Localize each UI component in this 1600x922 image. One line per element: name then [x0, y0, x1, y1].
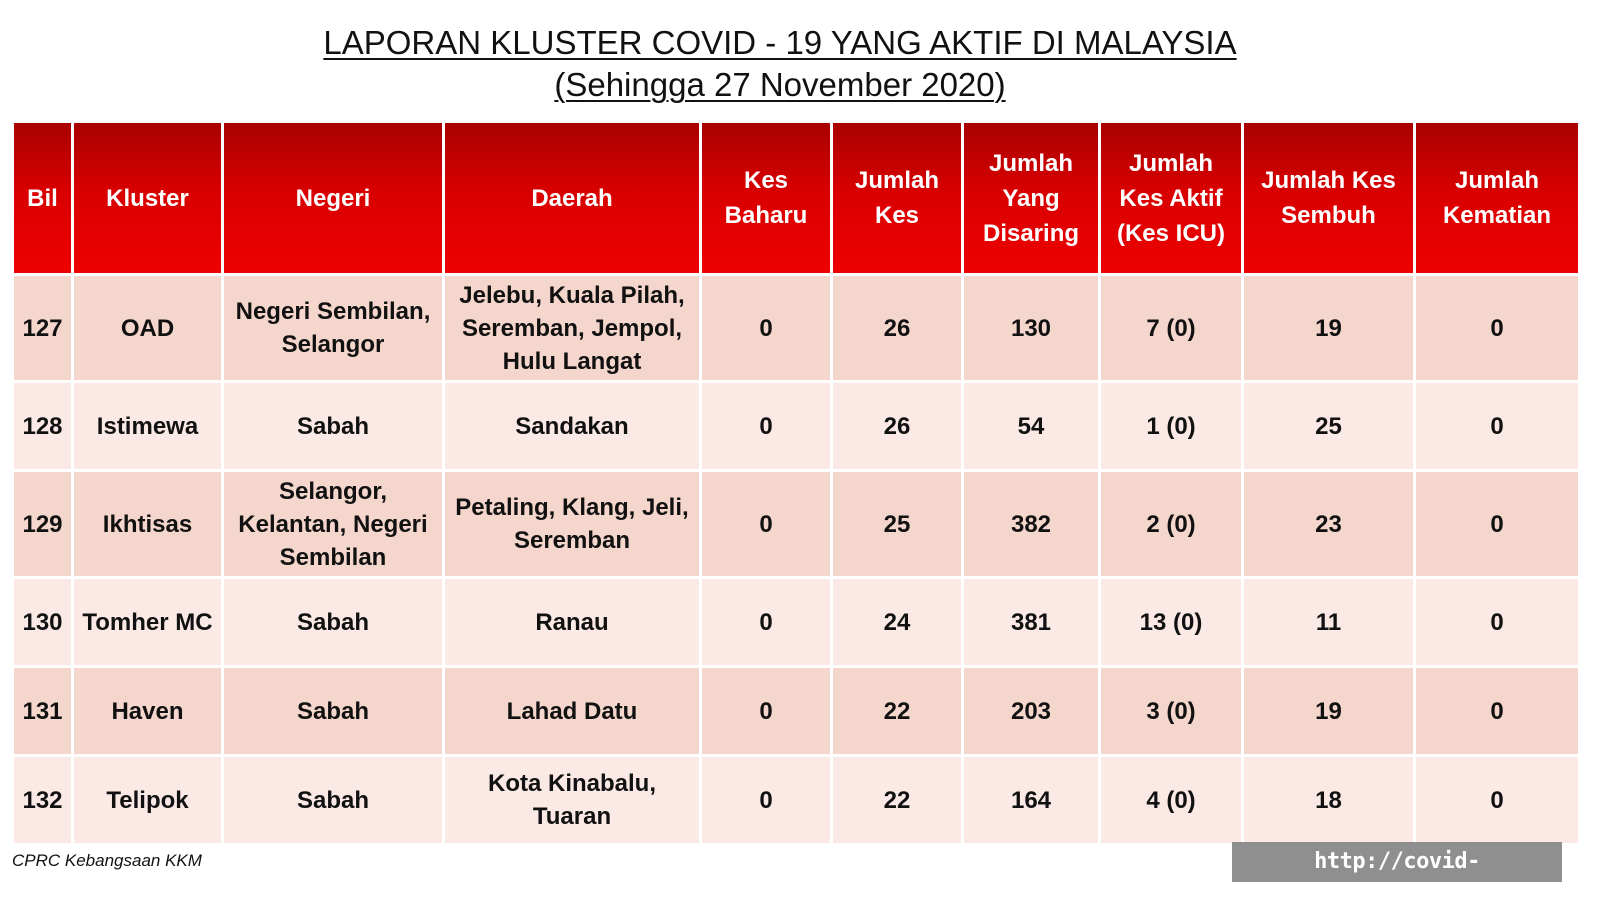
- cell-jumlah-disaring: 381: [964, 579, 1098, 665]
- cell-jumlah-kes: 26: [833, 383, 961, 469]
- header-kes-sembuh: Jumlah Kes Sembuh: [1244, 123, 1413, 273]
- cell-kematian: 0: [1416, 668, 1578, 754]
- cell-jumlah-disaring: 203: [964, 668, 1098, 754]
- table-row: [14, 276, 1578, 380]
- cell-jumlah-kes: 25: [833, 472, 961, 576]
- cell-negeri: Sabah: [224, 668, 442, 754]
- cell-kes-sembuh: 18: [1244, 757, 1413, 843]
- report-title: LAPORAN KLUSTER COVID - 19 YANG AKTIF DI MALAYSIA: [323, 24, 1237, 61]
- cell-bil: 129: [14, 472, 71, 576]
- cell-kes-aktif: 3 (0): [1101, 668, 1241, 754]
- header-bil: Bil: [14, 123, 71, 273]
- cell-kes-baharu: 0: [702, 276, 830, 380]
- cell-jumlah-kes: 26: [833, 276, 961, 380]
- cell-kluster: Telipok: [74, 757, 221, 843]
- cell-negeri: Sabah: [224, 579, 442, 665]
- cell-daerah: Lahad Datu: [445, 668, 699, 754]
- cell-daerah: Sandakan: [445, 383, 699, 469]
- cell-jumlah-kes: 24: [833, 579, 961, 665]
- cell-daerah: Ranau: [445, 579, 699, 665]
- cell-kes-sembuh: 23: [1244, 472, 1413, 576]
- table-row: [14, 579, 1578, 665]
- cell-kluster: Istimewa: [74, 383, 221, 469]
- cell-jumlah-kes: 22: [833, 757, 961, 843]
- cell-daerah: Kota Kinabalu, Tuaran: [445, 757, 699, 843]
- cell-daerah: Petaling, Klang, Jeli, Seremban: [445, 472, 699, 576]
- source-credit: CPRC Kebangsaan KKM: [12, 851, 202, 870]
- header-kes-aktif: Jumlah Kes Aktif (Kes ICU): [1101, 123, 1241, 273]
- header-kematian: Jumlah Kematian: [1416, 123, 1578, 273]
- header-daerah: Daerah: [445, 123, 699, 273]
- cell-kluster: Tomher MC: [74, 579, 221, 665]
- cell-jumlah-disaring: 130: [964, 276, 1098, 380]
- cell-kes-baharu: 0: [702, 757, 830, 843]
- cell-kes-sembuh: 19: [1244, 668, 1413, 754]
- report-date: (Sehingga 27 November 2020): [554, 66, 1006, 103]
- header-jumlah-kes: Jumlah Kes: [833, 123, 961, 273]
- cell-kes-baharu: 0: [702, 472, 830, 576]
- cell-jumlah-disaring: 382: [964, 472, 1098, 576]
- cell-kes-aktif: 7 (0): [1101, 276, 1241, 380]
- cell-kluster: OAD: [74, 276, 221, 380]
- cell-negeri: Sabah: [224, 383, 442, 469]
- cell-bil: 131: [14, 668, 71, 754]
- cell-jumlah-disaring: 164: [964, 757, 1098, 843]
- cell-kes-aktif: 4 (0): [1101, 757, 1241, 843]
- cell-kematian: 0: [1416, 757, 1578, 843]
- table-row: [14, 472, 1578, 576]
- header-negeri: Negeri: [224, 123, 442, 273]
- cell-bil: 128: [14, 383, 71, 469]
- cell-kematian: 0: [1416, 383, 1578, 469]
- table-header-row: [14, 123, 1578, 273]
- table-row: [14, 757, 1578, 843]
- cell-kematian: 0: [1416, 579, 1578, 665]
- website-watermark: http://covid-19.moh.gov.my: [1232, 842, 1562, 882]
- cell-kematian: 0: [1416, 276, 1578, 380]
- cell-kluster: Ikhtisas: [74, 472, 221, 576]
- report-title-block: [0, 22, 1560, 106]
- cell-negeri: Selangor, Kelantan, Negeri Sembilan: [224, 472, 442, 576]
- cell-negeri: Negeri Sembilan, Selangor: [224, 276, 442, 380]
- header-jumlah-disaring: Jumlah Yang Disaring: [964, 123, 1098, 273]
- cell-jumlah-kes: 22: [833, 668, 961, 754]
- table-row: [14, 668, 1578, 754]
- cell-kes-aktif: 2 (0): [1101, 472, 1241, 576]
- cell-kes-sembuh: 11: [1244, 579, 1413, 665]
- cell-negeri: Sabah: [224, 757, 442, 843]
- cell-bil: 127: [14, 276, 71, 380]
- cell-kes-baharu: 0: [702, 668, 830, 754]
- cell-kes-baharu: 0: [702, 579, 830, 665]
- header-kes-baharu: Kes Baharu: [702, 123, 830, 273]
- cell-kes-aktif: 1 (0): [1101, 383, 1241, 469]
- cell-bil: 132: [14, 757, 71, 843]
- cell-kluster: Haven: [74, 668, 221, 754]
- cluster-table: [11, 120, 1581, 846]
- table-row: [14, 383, 1578, 469]
- cell-kes-baharu: 0: [702, 383, 830, 469]
- cell-daerah: Jelebu, Kuala Pilah, Seremban, Jempol, Hulu Langat: [445, 276, 699, 380]
- cell-kematian: 0: [1416, 472, 1578, 576]
- cell-jumlah-disaring: 54: [964, 383, 1098, 469]
- cell-kes-aktif: 13 (0): [1101, 579, 1241, 665]
- header-kluster: Kluster: [74, 123, 221, 273]
- cell-kes-sembuh: 19: [1244, 276, 1413, 380]
- cell-kes-sembuh: 25: [1244, 383, 1413, 469]
- cell-bil: 130: [14, 579, 71, 665]
